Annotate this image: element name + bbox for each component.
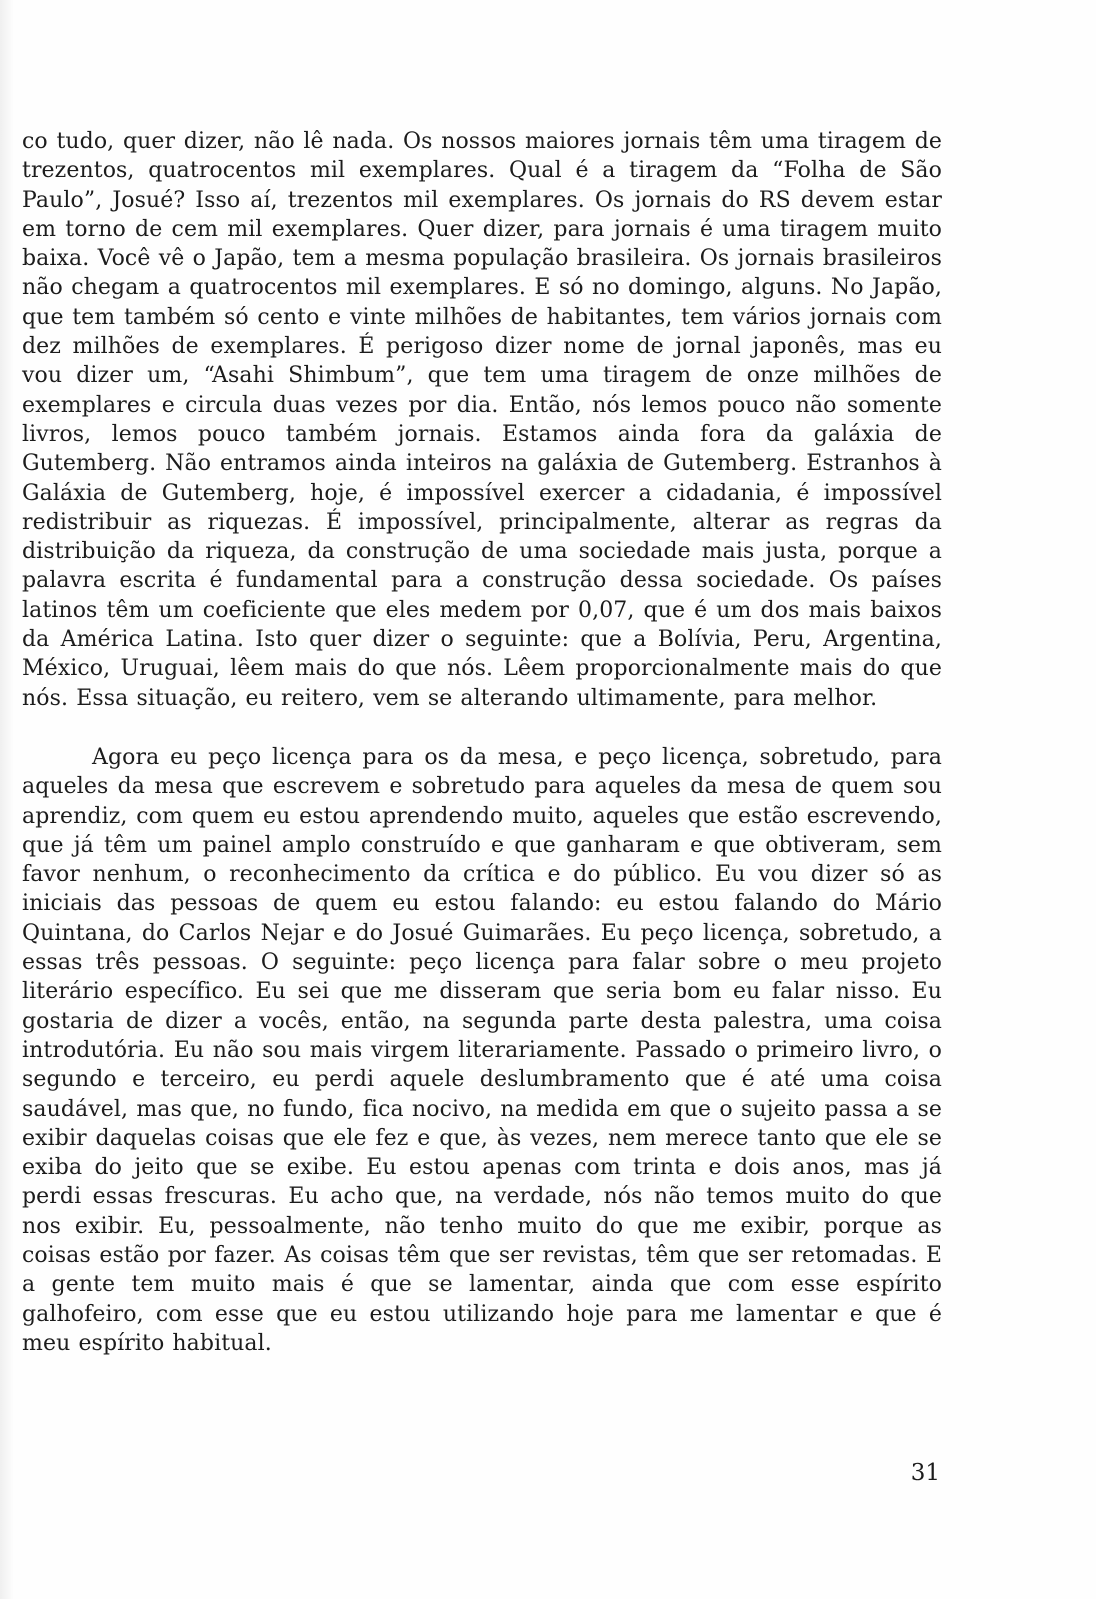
body-text xyxy=(22,127,942,1358)
paragraph-2: Agora eu peço licença para os da mesa, e peço licença, sobretudo, para aqueles da mesa que escrevem e sobretudo para aqueles da mesa de quem sou aprendiz, com quem eu estou aprendendo muito, aqueles que estão escrevendo, que já têm um painel amplo construído e que ganharam e que obtiveram, sem favor nenhum, o reconhecimento da crítica e do público. Eu vou dizer só as iniciais das pessoas de quem eu estou falando: eu estou falando do Mário Quintana, do Carlos Nejar e do Josué Guimarães. Eu peço licença, sobretudo, a essas três pessoas. O seguinte: peço licença para falar sobre o meu projeto literário específico. Eu sei que me disseram que seria bom eu falar nisso. Eu gostaria de dizer a vocês, então, na segunda parte desta palestra, uma coisa introdutória. Eu não sou mais virgem literariamente. Passado o primeiro livro, o segundo e terceiro, eu perdi aquele deslumbramento que é até uma coisa saudável, mas que, no fundo, fica nocivo, na medida em que o sujeito passa a se exibir daquelas coisas que ele fez e que, às vezes, nem merece tanto que ele se exiba do jeito que se exibe. Eu estou apenas com trinta e dois anos, mas já perdi essas frescuras. Eu acho que, na verdade, nós não temos muito do que nos exibir. Eu, pessoalmente, não tenho muito do que me exibir, porque as coisas estão por fazer. As coisas têm que ser revistas, têm que ser retomadas. E a gente tem muito mais é que se lamentar, ainda que com esse espírito galhofeiro, com esse que eu estou utilizando hoje para me lamentar e que é meu espírito habitual. xyxy=(22,744,942,1356)
paragraph-1: co tudo, quer dizer, não lê nada. Os nossos maiores jornais têm uma tiragem de trezentos, quatrocentos mil exemplares. Qual é a tiragem da “Folha de São Paulo”, Josué? Isso aí, trezentos mil exemplares. Os jornais do RS devem estar em torno de cem mil exemplares. Quer dizer, para jornais é uma tiragem muito baixa. Você vê o Japão, tem a mesma população brasileira. Os jornais brasileiros não chegam a quatrocentos mil exemplares. E só no domingo, alguns. No Japão, que tem também só cento e vinte milhões de habitantes, tem vários jornais com dez milhões de exemplares. É perigoso dizer nome de jornal japonês, mas eu vou dizer um, “Asahi Shimbum”, que tem uma tiragem de onze milhões de exemplares e circula duas vezes por dia. Então, nós lemos pouco não somente livros, lemos pouco também jornais. Estamos ainda fora da galáxia de Gutemberg. Não entramos ainda inteiros na galáxia de Gutemberg. Estranhos à Galáxia de Gutemberg, hoje, é impossível exercer a cidadania, é impossível redistribuir as riquezas. É impossível, principalmente, alterar as regras da distribuição da riqueza, da construção de uma sociedade mais justa, porque a palavra escrita é fundamental para a construção dessa sociedade. Os países latinos têm um coeficiente que eles medem por 0,07, que é um dos mais baixos da América Latina. Isto quer dizer o seguinte: que a Bolívia, Peru, Argentina, México, Uruguai, lêem mais do que nós. Lêem proporcionalmente mais do que nós. Essa situação, eu reitero, vem se alterando ultimamente, para melhor. xyxy=(22,129,942,711)
page-number: 31 xyxy=(910,1460,940,1486)
page-edge-shadow xyxy=(0,0,14,1599)
